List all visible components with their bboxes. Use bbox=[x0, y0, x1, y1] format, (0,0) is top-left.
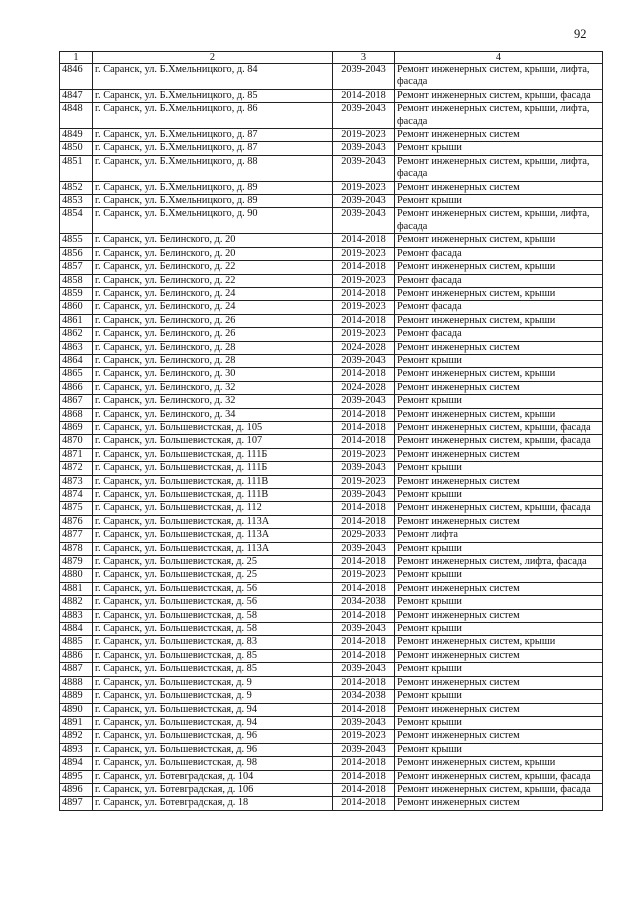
row-work-type: Ремонт инженерных систем bbox=[395, 649, 603, 662]
row-work-type: Ремонт инженерных систем bbox=[395, 475, 603, 488]
row-address: г. Саранск, ул. Белинского, д. 32 bbox=[93, 395, 333, 408]
row-work-type: Ремонт инженерных систем bbox=[395, 797, 603, 810]
row-work-type: Ремонт фасада bbox=[395, 301, 603, 314]
row-period: 2014-2018 bbox=[333, 556, 395, 569]
row-period: 2014-2018 bbox=[333, 515, 395, 528]
row-work-type: Ремонт инженерных систем bbox=[395, 448, 603, 461]
row-number: 4887 bbox=[60, 663, 93, 676]
row-work-type: Ремонт инженерных систем, крыши bbox=[395, 368, 603, 381]
row-period: 2019-2023 bbox=[333, 301, 395, 314]
table-body bbox=[60, 52, 603, 811]
row-address: г. Саранск, ул. Б.Хмельницкого, д. 88 bbox=[93, 155, 333, 181]
row-period: 2019-2023 bbox=[333, 328, 395, 341]
row-period: 2014-2018 bbox=[333, 408, 395, 421]
row-period: 2039-2043 bbox=[333, 103, 395, 129]
table-row bbox=[60, 582, 603, 595]
row-number: 4890 bbox=[60, 703, 93, 716]
row-period: 2014-2018 bbox=[333, 435, 395, 448]
row-work-type: Ремонт крыши bbox=[395, 716, 603, 729]
table-row bbox=[60, 208, 603, 234]
row-work-type: Ремонт инженерных систем, крыши, лифта, фасада bbox=[395, 103, 603, 129]
row-number: 4880 bbox=[60, 569, 93, 582]
row-number: 4868 bbox=[60, 408, 93, 421]
row-period: 2014-2018 bbox=[333, 261, 395, 274]
row-address: г. Саранск, ул. Большевистская, д. 111В bbox=[93, 489, 333, 502]
table-row bbox=[60, 515, 603, 528]
row-address: г. Саранск, ул. Большевистская, д. 94 bbox=[93, 716, 333, 729]
row-work-type: Ремонт инженерных систем bbox=[395, 129, 603, 142]
row-number: 4864 bbox=[60, 354, 93, 367]
row-period: 2014-2018 bbox=[333, 676, 395, 689]
table-row bbox=[60, 690, 603, 703]
row-address: г. Саранск, ул. Большевистская, д. 105 bbox=[93, 421, 333, 434]
row-number: 4889 bbox=[60, 690, 93, 703]
table-row bbox=[60, 408, 603, 421]
row-period: 2039-2043 bbox=[333, 623, 395, 636]
table-row bbox=[60, 129, 603, 142]
row-number: 4873 bbox=[60, 475, 93, 488]
table-row bbox=[60, 462, 603, 475]
row-work-type: Ремонт крыши bbox=[395, 142, 603, 155]
row-work-type: Ремонт фасада bbox=[395, 274, 603, 287]
row-number: 4897 bbox=[60, 797, 93, 810]
row-number: 4870 bbox=[60, 435, 93, 448]
table-row bbox=[60, 569, 603, 582]
row-work-type: Ремонт инженерных систем bbox=[395, 381, 603, 394]
row-address: г. Саранск, ул. Большевистская, д. 98 bbox=[93, 757, 333, 770]
row-period: 2014-2018 bbox=[333, 582, 395, 595]
column-header-4: 4 bbox=[395, 52, 603, 64]
table-row bbox=[60, 234, 603, 247]
row-number: 4847 bbox=[60, 89, 93, 102]
row-number: 4860 bbox=[60, 301, 93, 314]
table-row bbox=[60, 435, 603, 448]
row-work-type: Ремонт крыши bbox=[395, 596, 603, 609]
row-work-type: Ремонт крыши bbox=[395, 395, 603, 408]
repair-schedule-table bbox=[59, 51, 603, 811]
row-work-type: Ремонт инженерных систем bbox=[395, 582, 603, 595]
table-row bbox=[60, 89, 603, 102]
row-period: 2039-2043 bbox=[333, 155, 395, 181]
row-period: 2034-2038 bbox=[333, 596, 395, 609]
row-address: г. Саранск, ул. Большевистская, д. 113А bbox=[93, 515, 333, 528]
row-address: г. Саранск, ул. Большевистская, д. 9 bbox=[93, 690, 333, 703]
row-work-type: Ремонт инженерных систем, крыши, лифта, фасада bbox=[395, 208, 603, 234]
row-address: г. Саранск, ул. Белинского, д. 26 bbox=[93, 328, 333, 341]
row-address: г. Саранск, ул. Большевистская, д. 25 bbox=[93, 556, 333, 569]
row-period: 2019-2023 bbox=[333, 569, 395, 582]
table-row bbox=[60, 64, 603, 90]
row-work-type: Ремонт инженерных систем bbox=[395, 703, 603, 716]
row-period: 2039-2043 bbox=[333, 354, 395, 367]
row-address: г. Саранск, ул. Большевистская, д. 85 bbox=[93, 663, 333, 676]
row-work-type: Ремонт инженерных систем bbox=[395, 181, 603, 194]
row-number: 4876 bbox=[60, 515, 93, 528]
row-work-type: Ремонт инженерных систем, крыши, фасада bbox=[395, 770, 603, 783]
row-number: 4865 bbox=[60, 368, 93, 381]
column-number-row bbox=[60, 52, 603, 64]
row-address: г. Саранск, ул. Б.Хмельницкого, д. 87 bbox=[93, 129, 333, 142]
table-row bbox=[60, 542, 603, 555]
row-work-type: Ремонт инженерных систем, лифта, фасада bbox=[395, 556, 603, 569]
row-address: г. Саранск, ул. Большевистская, д. 58 bbox=[93, 609, 333, 622]
row-number: 4871 bbox=[60, 448, 93, 461]
row-period: 2019-2023 bbox=[333, 475, 395, 488]
row-period: 2039-2043 bbox=[333, 743, 395, 756]
row-work-type: Ремонт инженерных систем, крыши bbox=[395, 261, 603, 274]
row-address: г. Саранск, ул. Белинского, д. 34 bbox=[93, 408, 333, 421]
row-period: 2014-2018 bbox=[333, 757, 395, 770]
row-number: 4884 bbox=[60, 623, 93, 636]
row-work-type: Ремонт крыши bbox=[395, 195, 603, 208]
row-work-type: Ремонт инженерных систем, крыши bbox=[395, 287, 603, 300]
row-number: 4893 bbox=[60, 743, 93, 756]
column-header-1: 1 bbox=[60, 52, 93, 64]
table-row bbox=[60, 247, 603, 260]
row-work-type: Ремонт крыши bbox=[395, 743, 603, 756]
row-number: 4894 bbox=[60, 757, 93, 770]
row-work-type: Ремонт крыши bbox=[395, 690, 603, 703]
row-address: г. Саранск, ул. Большевистская, д. 85 bbox=[93, 649, 333, 662]
table-row bbox=[60, 797, 603, 810]
row-address: г. Саранск, ул. Белинского, д. 32 bbox=[93, 381, 333, 394]
row-address: г. Саранск, ул. Белинского, д. 24 bbox=[93, 287, 333, 300]
row-work-type: Ремонт крыши bbox=[395, 569, 603, 582]
row-period: 2014-2018 bbox=[333, 649, 395, 662]
table-row bbox=[60, 314, 603, 327]
table-row bbox=[60, 341, 603, 354]
row-address: г. Саранск, ул. Большевистская, д. 112 bbox=[93, 502, 333, 515]
table-row bbox=[60, 716, 603, 729]
table-row bbox=[60, 261, 603, 274]
table-row bbox=[60, 676, 603, 689]
row-work-type: Ремонт инженерных систем bbox=[395, 676, 603, 689]
table-row bbox=[60, 757, 603, 770]
row-period: 2019-2023 bbox=[333, 181, 395, 194]
table-row bbox=[60, 274, 603, 287]
row-period: 2014-2018 bbox=[333, 287, 395, 300]
row-address: г. Саранск, ул. Большевистская, д. 25 bbox=[93, 569, 333, 582]
row-work-type: Ремонт инженерных систем, крыши bbox=[395, 636, 603, 649]
row-address: г. Саранск, ул. Белинского, д. 20 bbox=[93, 247, 333, 260]
row-period: 2039-2043 bbox=[333, 208, 395, 234]
row-period: 2039-2043 bbox=[333, 663, 395, 676]
row-number: 4856 bbox=[60, 247, 93, 260]
row-period: 2039-2043 bbox=[333, 142, 395, 155]
row-number: 4891 bbox=[60, 716, 93, 729]
row-work-type: Ремонт инженерных систем, крыши, фасада bbox=[395, 502, 603, 515]
row-period: 2014-2018 bbox=[333, 609, 395, 622]
row-work-type: Ремонт лифта bbox=[395, 529, 603, 542]
row-period: 2019-2023 bbox=[333, 274, 395, 287]
row-address: г. Саранск, ул. Большевистская, д. 94 bbox=[93, 703, 333, 716]
row-work-type: Ремонт инженерных систем, крыши, лифта, фасада bbox=[395, 64, 603, 90]
row-work-type: Ремонт фасада bbox=[395, 247, 603, 260]
row-number: 4877 bbox=[60, 529, 93, 542]
row-number: 4851 bbox=[60, 155, 93, 181]
row-work-type: Ремонт инженерных систем, крыши, фасада bbox=[395, 783, 603, 796]
row-period: 2039-2043 bbox=[333, 489, 395, 502]
table-row bbox=[60, 502, 603, 515]
row-address: г. Саранск, ул. Б.Хмельницкого, д. 89 bbox=[93, 195, 333, 208]
row-address: г. Саранск, ул. Большевистская, д. 83 bbox=[93, 636, 333, 649]
column-header-2: 2 bbox=[93, 52, 333, 64]
table-row bbox=[60, 649, 603, 662]
row-address: г. Саранск, ул. Большевистская, д. 9 bbox=[93, 676, 333, 689]
row-address: г. Саранск, ул. Большевистская, д. 96 bbox=[93, 730, 333, 743]
table-row bbox=[60, 596, 603, 609]
table-row bbox=[60, 623, 603, 636]
row-period: 2039-2043 bbox=[333, 395, 395, 408]
row-number: 4858 bbox=[60, 274, 93, 287]
row-work-type: Ремонт инженерных систем bbox=[395, 515, 603, 528]
row-work-type: Ремонт инженерных систем bbox=[395, 341, 603, 354]
row-number: 4855 bbox=[60, 234, 93, 247]
row-work-type: Ремонт инженерных систем, крыши, фасада bbox=[395, 435, 603, 448]
row-number: 4881 bbox=[60, 582, 93, 595]
row-period: 2014-2018 bbox=[333, 89, 395, 102]
table-row bbox=[60, 636, 603, 649]
row-period: 2039-2043 bbox=[333, 542, 395, 555]
row-work-type: Ремонт инженерных систем bbox=[395, 730, 603, 743]
row-address: г. Саранск, ул. Белинского, д. 24 bbox=[93, 301, 333, 314]
row-address: г. Саранск, ул. Б.Хмельницкого, д. 89 bbox=[93, 181, 333, 194]
table-row bbox=[60, 103, 603, 129]
table-row bbox=[60, 421, 603, 434]
row-number: 4895 bbox=[60, 770, 93, 783]
row-work-type: Ремонт инженерных систем, крыши, фасада bbox=[395, 89, 603, 102]
row-address: г. Саранск, ул. Б.Хмельницкого, д. 87 bbox=[93, 142, 333, 155]
table-row bbox=[60, 730, 603, 743]
row-period: 2014-2018 bbox=[333, 636, 395, 649]
table-row bbox=[60, 609, 603, 622]
row-period: 2014-2018 bbox=[333, 234, 395, 247]
row-period: 2019-2023 bbox=[333, 247, 395, 260]
row-number: 4879 bbox=[60, 556, 93, 569]
table-row bbox=[60, 287, 603, 300]
row-number: 4850 bbox=[60, 142, 93, 155]
row-number: 4878 bbox=[60, 542, 93, 555]
row-period: 2014-2018 bbox=[333, 783, 395, 796]
row-address: г. Саранск, ул. Большевистская, д. 113А bbox=[93, 529, 333, 542]
row-address: г. Саранск, ул. Белинского, д. 28 bbox=[93, 354, 333, 367]
table-row bbox=[60, 368, 603, 381]
row-number: 4849 bbox=[60, 129, 93, 142]
row-period: 2019-2023 bbox=[333, 730, 395, 743]
table-row bbox=[60, 181, 603, 194]
table-row bbox=[60, 354, 603, 367]
row-work-type: Ремонт крыши bbox=[395, 542, 603, 555]
row-number: 4882 bbox=[60, 596, 93, 609]
table-row bbox=[60, 556, 603, 569]
column-header-3: 3 bbox=[333, 52, 395, 64]
table-row bbox=[60, 395, 603, 408]
table-row bbox=[60, 381, 603, 394]
row-work-type: Ремонт инженерных систем, крыши, лифта, фасада bbox=[395, 155, 603, 181]
table-row bbox=[60, 783, 603, 796]
row-address: г. Саранск, ул. Б.Хмельницкого, д. 86 bbox=[93, 103, 333, 129]
row-number: 4857 bbox=[60, 261, 93, 274]
row-work-type: Ремонт крыши bbox=[395, 354, 603, 367]
row-address: г. Саранск, ул. Б.Хмельницкого, д. 85 bbox=[93, 89, 333, 102]
table-row bbox=[60, 703, 603, 716]
row-number: 4883 bbox=[60, 609, 93, 622]
table-row bbox=[60, 770, 603, 783]
row-work-type: Ремонт инженерных систем, крыши bbox=[395, 234, 603, 247]
row-period: 2039-2043 bbox=[333, 195, 395, 208]
row-number: 4885 bbox=[60, 636, 93, 649]
table-row bbox=[60, 301, 603, 314]
row-period: 2014-2018 bbox=[333, 368, 395, 381]
row-period: 2029-2033 bbox=[333, 529, 395, 542]
row-period: 2014-2018 bbox=[333, 502, 395, 515]
row-number: 4852 bbox=[60, 181, 93, 194]
row-work-type: Ремонт крыши bbox=[395, 489, 603, 502]
row-work-type: Ремонт крыши bbox=[395, 623, 603, 636]
row-period: 2039-2043 bbox=[333, 64, 395, 90]
row-period: 2014-2018 bbox=[333, 770, 395, 783]
row-number: 4874 bbox=[60, 489, 93, 502]
table-row bbox=[60, 663, 603, 676]
row-address: г. Саранск, ул. Белинского, д. 30 bbox=[93, 368, 333, 381]
row-number: 4872 bbox=[60, 462, 93, 475]
row-number: 4861 bbox=[60, 314, 93, 327]
row-period: 2039-2043 bbox=[333, 716, 395, 729]
row-number: 4875 bbox=[60, 502, 93, 515]
row-address: г. Саранск, ул. Большевистская, д. 107 bbox=[93, 435, 333, 448]
row-number: 4853 bbox=[60, 195, 93, 208]
row-work-type: Ремонт фасада bbox=[395, 328, 603, 341]
row-period: 2014-2018 bbox=[333, 797, 395, 810]
row-address: г. Саранск, ул. Ботевградская, д. 18 bbox=[93, 797, 333, 810]
row-work-type: Ремонт крыши bbox=[395, 663, 603, 676]
row-address: г. Саранск, ул. Б.Хмельницкого, д. 90 bbox=[93, 208, 333, 234]
row-period: 2039-2043 bbox=[333, 462, 395, 475]
row-address: г. Саранск, ул. Белинского, д. 26 bbox=[93, 314, 333, 327]
row-number: 4863 bbox=[60, 341, 93, 354]
row-number: 4862 bbox=[60, 328, 93, 341]
row-number: 4866 bbox=[60, 381, 93, 394]
row-address: г. Саранск, ул. Большевистская, д. 58 bbox=[93, 623, 333, 636]
row-address: г. Саранск, ул. Б.Хмельницкого, д. 84 bbox=[93, 64, 333, 90]
row-number: 4867 bbox=[60, 395, 93, 408]
row-number: 4859 bbox=[60, 287, 93, 300]
row-address: г. Саранск, ул. Ботевградская, д. 106 bbox=[93, 783, 333, 796]
table-row bbox=[60, 155, 603, 181]
table-row bbox=[60, 142, 603, 155]
row-address: г. Саранск, ул. Белинского, д. 28 bbox=[93, 341, 333, 354]
row-address: г. Саранск, ул. Большевистская, д. 111Б bbox=[93, 462, 333, 475]
row-work-type: Ремонт инженерных систем, крыши, фасада bbox=[395, 421, 603, 434]
row-address: г. Саранск, ул. Большевистская, д. 111Б bbox=[93, 448, 333, 461]
table-row bbox=[60, 195, 603, 208]
row-work-type: Ремонт крыши bbox=[395, 462, 603, 475]
table-row bbox=[60, 743, 603, 756]
row-period: 2014-2018 bbox=[333, 314, 395, 327]
row-address: г. Саранск, ул. Большевистская, д. 111В bbox=[93, 475, 333, 488]
row-work-type: Ремонт инженерных систем, крыши bbox=[395, 757, 603, 770]
row-number: 4869 bbox=[60, 421, 93, 434]
table-row bbox=[60, 489, 603, 502]
row-address: г. Саранск, ул. Ботевградская, д. 104 bbox=[93, 770, 333, 783]
row-period: 2024-2028 bbox=[333, 381, 395, 394]
row-period: 2014-2018 bbox=[333, 421, 395, 434]
row-address: г. Саранск, ул. Белинского, д. 22 bbox=[93, 261, 333, 274]
row-number: 4848 bbox=[60, 103, 93, 129]
row-number: 4896 bbox=[60, 783, 93, 796]
row-period: 2024-2028 bbox=[333, 341, 395, 354]
table-row bbox=[60, 328, 603, 341]
row-number: 4886 bbox=[60, 649, 93, 662]
row-number: 4854 bbox=[60, 208, 93, 234]
row-address: г. Саранск, ул. Белинского, д. 20 bbox=[93, 234, 333, 247]
row-number: 4888 bbox=[60, 676, 93, 689]
row-address: г. Саранск, ул. Большевистская, д. 56 bbox=[93, 582, 333, 595]
row-work-type: Ремонт инженерных систем, крыши bbox=[395, 408, 603, 421]
row-period: 2019-2023 bbox=[333, 129, 395, 142]
row-address: г. Саранск, ул. Большевистская, д. 113А bbox=[93, 542, 333, 555]
row-period: 2034-2038 bbox=[333, 690, 395, 703]
row-address: г. Саранск, ул. Большевистская, д. 96 bbox=[93, 743, 333, 756]
table-row bbox=[60, 448, 603, 461]
table-row bbox=[60, 529, 603, 542]
row-number: 4846 bbox=[60, 64, 93, 90]
page-number: 92 bbox=[574, 27, 587, 41]
table-row bbox=[60, 475, 603, 488]
row-address: г. Саранск, ул. Большевистская, д. 56 bbox=[93, 596, 333, 609]
row-period: 2014-2018 bbox=[333, 703, 395, 716]
row-work-type: Ремонт инженерных систем, крыши bbox=[395, 314, 603, 327]
row-work-type: Ремонт инженерных систем bbox=[395, 609, 603, 622]
row-address: г. Саранск, ул. Белинского, д. 22 bbox=[93, 274, 333, 287]
row-period: 2019-2023 bbox=[333, 448, 395, 461]
row-number: 4892 bbox=[60, 730, 93, 743]
